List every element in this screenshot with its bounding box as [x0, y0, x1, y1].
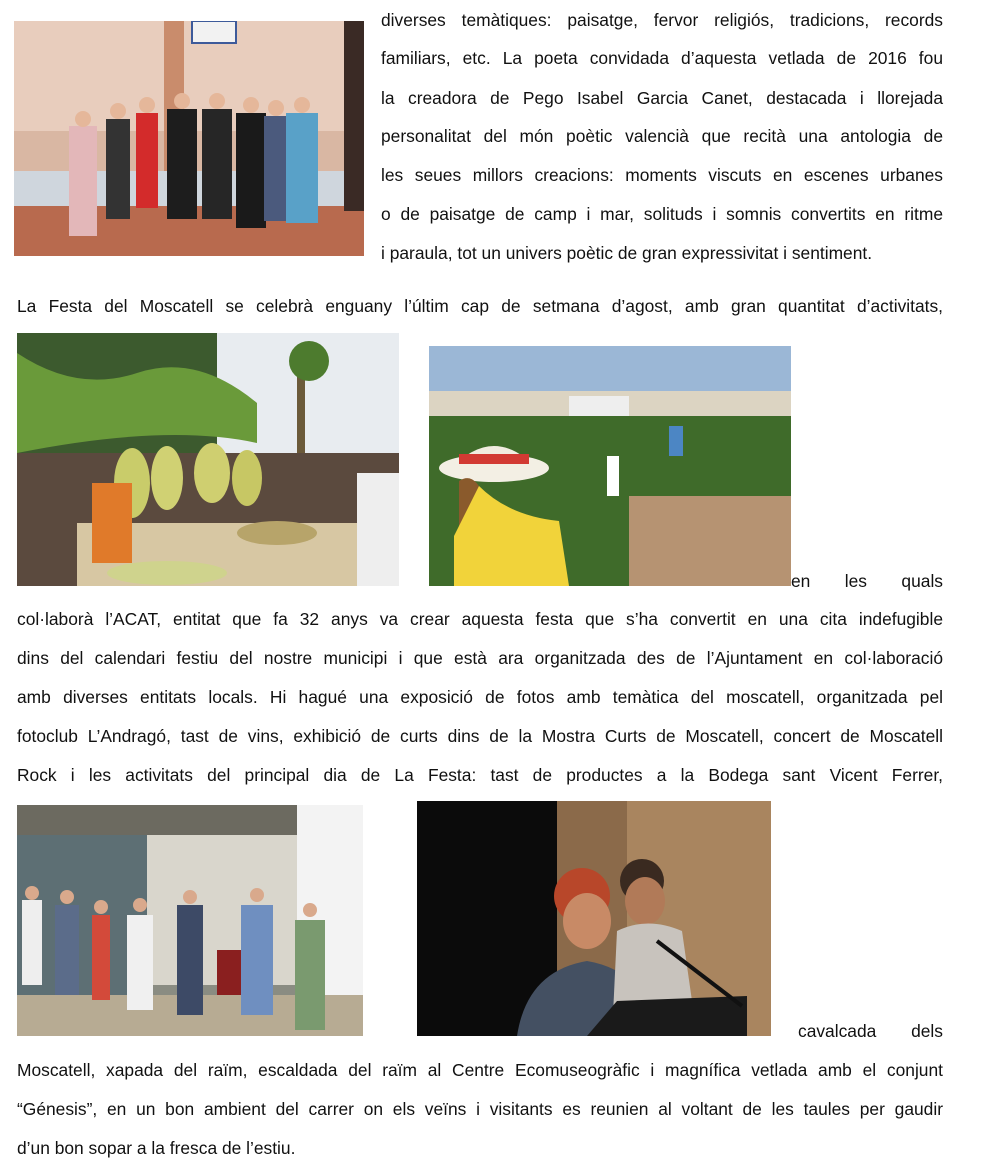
text-line: amb diverses entitats locals. Hi hagué una exposició de fotos amb temàtica del moscatell, organitzada pel [17, 687, 943, 707]
text-line: d’un bon sopar a la fresca de l’estiu. [17, 1138, 296, 1158]
text-line: o de paisatge de camp i mar, solituds i somnis convertits en ritme [381, 204, 943, 224]
text-line: familiars, etc. La poeta convidada d’aquesta vetlada de 2016 fou [381, 48, 943, 68]
text-line: Moscatell, xapada del raïm, escaldada del raïm al Centre Ecomuseogràfic i magnífica vetlada amb el conjunt [17, 1060, 943, 1080]
closing-inline-text: cavalcada dels [798, 1021, 943, 1041]
photo-grape-stand [17, 333, 399, 586]
text-line: fotoclub L’Andragó, tast de vins, exhibició de curts dins de la Mostra Curts de Moscatell, concert de Moscatell [17, 726, 943, 746]
festa-after-photos: en les quals [791, 571, 943, 591]
text-line: Rock i les activitats del principal dia de La Festa: tast de productes a la Bodega sant Vicent Ferrer, [17, 765, 943, 785]
text-line: personalitat del món poètic valencià que recità una antologia de [381, 126, 943, 146]
text-line: diverses temàtiques: paisatge, fervor religiós, tradicions, records [381, 10, 943, 30]
text-line: “Génesis”, en un bon ambient del carrer on els veïns i visitants es reunien al voltant de les taules per gaudir [17, 1099, 943, 1119]
photo-group-portrait [14, 21, 364, 256]
festa-intro-line: La Festa del Moscatell se celebrà enguany l’últim cap de setmana d’agost, amb gran quantitat d’activitats, [17, 296, 943, 316]
photo-poetry-reading [417, 801, 771, 1036]
photo-exhibition-visitors [17, 805, 363, 1036]
photo-vineyard [429, 346, 791, 586]
text-line: la creadora de Pego Isabel Garcia Canet, destacada i llorejada [381, 88, 943, 108]
text-line: les seues millors creacions: moments viscuts en escenes urbanes [381, 165, 943, 185]
text-line: i paraula, tot un univers poètic de gran expressivitat i sentiment. [381, 243, 873, 263]
text-line: dins del calendari festiu del nostre municipi i que està ara organitzada des de l’Ajuntament en col·laboració [17, 648, 943, 668]
text-line: col·laborà l’ACAT, entitat que fa 32 anys va crear aquesta festa que s’ha convertit en una cita indefugible [17, 609, 943, 629]
